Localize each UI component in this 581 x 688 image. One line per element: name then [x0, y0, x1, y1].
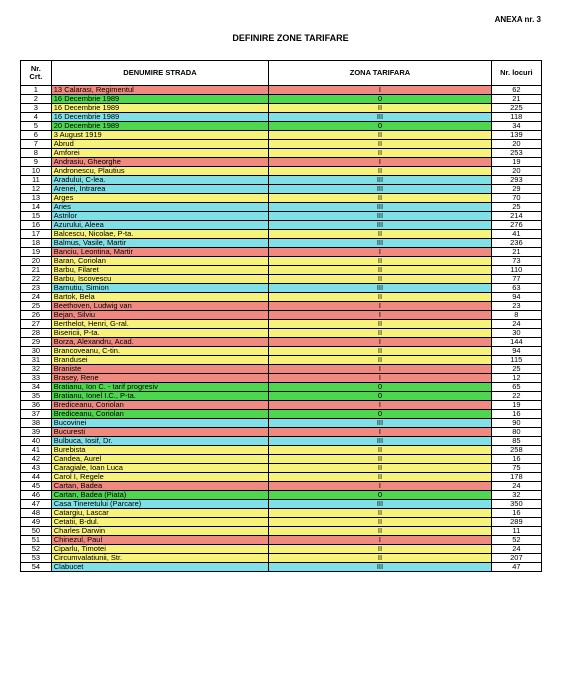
street-name: Cetatii, B-dul. [51, 518, 268, 527]
table-row [21, 545, 542, 554]
row-number: 48 [21, 509, 52, 518]
street-name: Barbu, Filaret [51, 266, 268, 275]
parking-places: 29 [491, 185, 541, 194]
table-row [21, 194, 542, 203]
parking-places: 276 [491, 221, 541, 230]
street-name: 20 Decembrie 1989 [51, 122, 268, 131]
street-name: Ciparlu, Timotei [51, 545, 268, 554]
table-row [21, 446, 542, 455]
street-name: Burebista [51, 446, 268, 455]
row-number: 49 [21, 518, 52, 527]
street-name: Braniste [51, 365, 268, 374]
street-name: Cartan, Badea (Piata) [51, 491, 268, 500]
table-row [21, 329, 542, 338]
parking-places: 236 [491, 239, 541, 248]
tariff-zone: III [269, 419, 492, 428]
row-number: 40 [21, 437, 52, 446]
parking-places: 11 [491, 527, 541, 536]
parking-places: 16 [491, 410, 541, 419]
row-number: 44 [21, 473, 52, 482]
row-number: 53 [21, 554, 52, 563]
column-header-zone: ZONA TARIFARA [269, 61, 492, 86]
parking-places: 12 [491, 374, 541, 383]
tariff-zone: III [269, 284, 492, 293]
parking-places: 16 [491, 509, 541, 518]
tariff-zone: I [269, 428, 492, 437]
table-row [21, 500, 542, 509]
parking-places: 144 [491, 338, 541, 347]
table-row [21, 95, 542, 104]
column-header-places: Nr. locuri [491, 61, 541, 86]
tariff-zone: II [269, 131, 492, 140]
tariff-zone: I [269, 248, 492, 257]
row-number: 27 [21, 320, 52, 329]
tariff-zone: III [269, 203, 492, 212]
parking-places: 94 [491, 347, 541, 356]
tariff-zone: II [269, 446, 492, 455]
street-name: Brasey, Rene [51, 374, 268, 383]
table-row [21, 203, 542, 212]
table-row [21, 302, 542, 311]
parking-places: 63 [491, 284, 541, 293]
row-number: 20 [21, 257, 52, 266]
row-number: 28 [21, 329, 52, 338]
tariff-zone: I [269, 338, 492, 347]
street-name: Bucuresti [51, 428, 268, 437]
tariff-zone: II [269, 149, 492, 158]
annex-label: ANEXA nr. 3 [494, 15, 541, 24]
table-row [21, 482, 542, 491]
parking-places: 70 [491, 194, 541, 203]
parking-places: 21 [491, 248, 541, 257]
row-number: 24 [21, 293, 52, 302]
tariff-zone: II [269, 473, 492, 482]
street-name: Brediceanu, Coriolan [51, 401, 268, 410]
tariff-zone: II [269, 293, 492, 302]
tariff-zone: I [269, 311, 492, 320]
tariff-zone: III [269, 239, 492, 248]
street-name: Balmus, Vasile, Martir [51, 239, 268, 248]
page-title: DEFINIRE ZONE TARIFARE [232, 33, 349, 43]
tariff-zones-table [20, 60, 542, 572]
row-number: 47 [21, 500, 52, 509]
tariff-zone: I [269, 374, 492, 383]
table-row [21, 140, 542, 149]
parking-places: 8 [491, 311, 541, 320]
row-number: 17 [21, 230, 52, 239]
street-name: Brediceanu, Coriolan [51, 410, 268, 419]
table-row [21, 491, 542, 500]
table-row [21, 113, 542, 122]
tariff-zone: II [269, 518, 492, 527]
row-number: 5 [21, 122, 52, 131]
tariff-zone: III [269, 176, 492, 185]
table-row [21, 554, 542, 563]
row-number: 31 [21, 356, 52, 365]
street-name: Amforei [51, 149, 268, 158]
table-row [21, 392, 542, 401]
row-number: 37 [21, 410, 52, 419]
table-row [21, 275, 542, 284]
tariff-zone: II [269, 257, 492, 266]
tariff-zone: III [269, 221, 492, 230]
tariff-zone: 0 [269, 95, 492, 104]
street-name: Brancoveanu, C-tin. [51, 347, 268, 356]
street-name: Astrilor [51, 212, 268, 221]
tariff-zone: II [269, 194, 492, 203]
table-row [21, 473, 542, 482]
street-name: Bulbuca, Iosif, Dr. [51, 437, 268, 446]
table-row [21, 293, 542, 302]
table-row [21, 419, 542, 428]
row-number: 9 [21, 158, 52, 167]
street-name: Abrud [51, 140, 268, 149]
tariff-zone: II [269, 545, 492, 554]
parking-places: 258 [491, 446, 541, 455]
table-row [21, 320, 542, 329]
table-header-row [21, 61, 542, 86]
tariff-zone: III [269, 563, 492, 572]
parking-places: 32 [491, 491, 541, 500]
tariff-zone: II [269, 347, 492, 356]
street-name: Circumvalatiunii, Str. [51, 554, 268, 563]
row-number: 15 [21, 212, 52, 221]
table-row [21, 239, 542, 248]
table-row [21, 338, 542, 347]
row-number: 12 [21, 185, 52, 194]
street-name: Baran, Coriolan [51, 257, 268, 266]
tariff-zone: III [269, 212, 492, 221]
tariff-zone: II [269, 554, 492, 563]
tariff-zone: III [269, 500, 492, 509]
table-row [21, 455, 542, 464]
row-number: 11 [21, 176, 52, 185]
row-number: 26 [21, 311, 52, 320]
row-number: 21 [21, 266, 52, 275]
row-number: 10 [21, 167, 52, 176]
table-row [21, 383, 542, 392]
tariff-zone: 0 [269, 410, 492, 419]
table-row [21, 527, 542, 536]
table-row [21, 464, 542, 473]
tariff-zone: II [269, 320, 492, 329]
table-row [21, 257, 542, 266]
table-row [21, 248, 542, 257]
street-name: Aradului, C-lea. [51, 176, 268, 185]
table-row [21, 167, 542, 176]
street-name: Brandusei [51, 356, 268, 365]
tariff-zone: 0 [269, 122, 492, 131]
row-number: 33 [21, 374, 52, 383]
row-number: 3 [21, 104, 52, 113]
tariff-zone: II [269, 509, 492, 518]
row-number: 19 [21, 248, 52, 257]
parking-places: 19 [491, 158, 541, 167]
street-name: Bejan, Silviu [51, 311, 268, 320]
table-row [21, 374, 542, 383]
parking-places: 16 [491, 455, 541, 464]
parking-places: 30 [491, 329, 541, 338]
tariff-zone: I [269, 86, 492, 95]
row-number: 22 [21, 275, 52, 284]
street-name: Clabucet [51, 563, 268, 572]
parking-places: 21 [491, 95, 541, 104]
table-row [21, 104, 542, 113]
table-row [21, 131, 542, 140]
parking-places: 24 [491, 320, 541, 329]
table-row [21, 266, 542, 275]
parking-places: 24 [491, 482, 541, 491]
parking-places: 77 [491, 275, 541, 284]
row-number: 35 [21, 392, 52, 401]
parking-places: 22 [491, 392, 541, 401]
table-row [21, 122, 542, 131]
table-row [21, 410, 542, 419]
parking-places: 25 [491, 203, 541, 212]
row-number: 8 [21, 149, 52, 158]
tariff-zone: II [269, 167, 492, 176]
parking-places: 293 [491, 176, 541, 185]
street-name: Azurului, Aleea [51, 221, 268, 230]
parking-places: 350 [491, 500, 541, 509]
street-name: Balcescu, Nicolae, P-ta. [51, 230, 268, 239]
table-row [21, 311, 542, 320]
tariff-zone: II [269, 104, 492, 113]
parking-places: 289 [491, 518, 541, 527]
street-name: 16 Decembrie 1989 [51, 95, 268, 104]
parking-places: 25 [491, 365, 541, 374]
table-row [21, 158, 542, 167]
table-row [21, 563, 542, 572]
street-name: Berthelot, Henri, G-ral. [51, 320, 268, 329]
street-name: Barnutiu, Simion [51, 284, 268, 293]
table-row [21, 149, 542, 158]
column-header-street: DENUMIRE STRADA [51, 61, 268, 86]
row-number: 42 [21, 455, 52, 464]
parking-places: 52 [491, 536, 541, 545]
table-row [21, 518, 542, 527]
tariff-zone: I [269, 365, 492, 374]
parking-places: 19 [491, 401, 541, 410]
table-row [21, 536, 542, 545]
street-name: Aries [51, 203, 268, 212]
table-row [21, 212, 542, 221]
tariff-zone: III [269, 113, 492, 122]
tariff-zone: III [269, 437, 492, 446]
table-row [21, 365, 542, 374]
parking-places: 253 [491, 149, 541, 158]
tariff-zone: I [269, 536, 492, 545]
street-name: Casa Tineretului (Parcare) [51, 500, 268, 509]
tariff-zone: II [269, 140, 492, 149]
tariff-zone: II [269, 455, 492, 464]
parking-places: 75 [491, 464, 541, 473]
row-number: 51 [21, 536, 52, 545]
street-name: Bucovinei [51, 419, 268, 428]
parking-places: 20 [491, 167, 541, 176]
tariff-zone: II [269, 329, 492, 338]
tariff-zone: 0 [269, 392, 492, 401]
street-name: 16 Decembrie 1989 [51, 104, 268, 113]
parking-places: 139 [491, 131, 541, 140]
parking-places: 65 [491, 383, 541, 392]
row-number: 6 [21, 131, 52, 140]
street-name: Arges [51, 194, 268, 203]
table-row [21, 284, 542, 293]
table-row [21, 428, 542, 437]
row-number: 1 [21, 86, 52, 95]
parking-places: 90 [491, 419, 541, 428]
street-name: Bratianu, Ion C. - tarif progresiv [51, 383, 268, 392]
table-row [21, 221, 542, 230]
row-number: 45 [21, 482, 52, 491]
street-name: Carol I, Regele [51, 473, 268, 482]
row-number: 30 [21, 347, 52, 356]
parking-places: 85 [491, 437, 541, 446]
parking-places: 73 [491, 257, 541, 266]
street-name: Beethoven, Ludwig van [51, 302, 268, 311]
row-number: 38 [21, 419, 52, 428]
parking-places: 115 [491, 356, 541, 365]
row-number: 7 [21, 140, 52, 149]
tariff-zone: II [269, 527, 492, 536]
tariff-zone: II [269, 266, 492, 275]
street-name: Borza, Alexandru, Acad. [51, 338, 268, 347]
table-body [21, 86, 542, 572]
tariff-zone: I [269, 482, 492, 491]
tariff-zone: III [269, 185, 492, 194]
tariff-zone: I [269, 302, 492, 311]
street-name: Bisericii, P-ta. [51, 329, 268, 338]
parking-places: 225 [491, 104, 541, 113]
parking-places: 34 [491, 122, 541, 131]
row-number: 18 [21, 239, 52, 248]
street-name: Andronescu, Plautius [51, 167, 268, 176]
table-row [21, 509, 542, 518]
tariff-zone: II [269, 230, 492, 239]
table-row [21, 437, 542, 446]
street-name: Barbu, Iscovescu [51, 275, 268, 284]
table-row [21, 185, 542, 194]
street-name: Catargiu, Lascar [51, 509, 268, 518]
street-name: 13 Calarasi, Regimentul [51, 86, 268, 95]
table-row [21, 176, 542, 185]
row-number: 41 [21, 446, 52, 455]
parking-places: 23 [491, 302, 541, 311]
row-number: 34 [21, 383, 52, 392]
street-name: Andrasiu, Gheorghe [51, 158, 268, 167]
parking-places: 20 [491, 140, 541, 149]
row-number: 36 [21, 401, 52, 410]
parking-places: 47 [491, 563, 541, 572]
row-number: 32 [21, 365, 52, 374]
street-name: Arenei, Intrarea [51, 185, 268, 194]
tariff-zone: 0 [269, 491, 492, 500]
parking-places: 207 [491, 554, 541, 563]
row-number: 39 [21, 428, 52, 437]
row-number: 43 [21, 464, 52, 473]
row-number: 14 [21, 203, 52, 212]
parking-places: 118 [491, 113, 541, 122]
table-row [21, 356, 542, 365]
row-number: 4 [21, 113, 52, 122]
table-row [21, 86, 542, 95]
table-row [21, 347, 542, 356]
row-number: 16 [21, 221, 52, 230]
row-number: 2 [21, 95, 52, 104]
street-name: Banciu, Leontina, Martir [51, 248, 268, 257]
street-name: Bartok, Bela [51, 293, 268, 302]
parking-places: 80 [491, 428, 541, 437]
street-name: Bratianu, Ionel I.C., P-ta. [51, 392, 268, 401]
tariff-zone: II [269, 356, 492, 365]
street-name: 3 August 1919 [51, 131, 268, 140]
street-name: Candea, Aurel [51, 455, 268, 464]
table-row [21, 401, 542, 410]
tariff-zone: I [269, 401, 492, 410]
tariff-zone: 0 [269, 383, 492, 392]
row-number: 50 [21, 527, 52, 536]
row-number: 54 [21, 563, 52, 572]
row-number: 29 [21, 338, 52, 347]
row-number: 52 [21, 545, 52, 554]
row-number: 13 [21, 194, 52, 203]
street-name: Cartan, Badea [51, 482, 268, 491]
parking-places: 110 [491, 266, 541, 275]
street-name: 16 Decembrie 1989 [51, 113, 268, 122]
table-row [21, 230, 542, 239]
row-number: 46 [21, 491, 52, 500]
street-name: Caragiale, Ioan Luca [51, 464, 268, 473]
tariff-zone: II [269, 464, 492, 473]
row-number: 25 [21, 302, 52, 311]
parking-places: 94 [491, 293, 541, 302]
tariff-zone: II [269, 275, 492, 284]
parking-places: 24 [491, 545, 541, 554]
street-name: Chinezul, Paul [51, 536, 268, 545]
tariff-zone: I [269, 158, 492, 167]
column-header-nr: Nr. Crt. [21, 61, 52, 86]
row-number: 23 [21, 284, 52, 293]
parking-places: 178 [491, 473, 541, 482]
parking-places: 41 [491, 230, 541, 239]
parking-places: 62 [491, 86, 541, 95]
street-name: Charles Darwin [51, 527, 268, 536]
parking-places: 214 [491, 212, 541, 221]
